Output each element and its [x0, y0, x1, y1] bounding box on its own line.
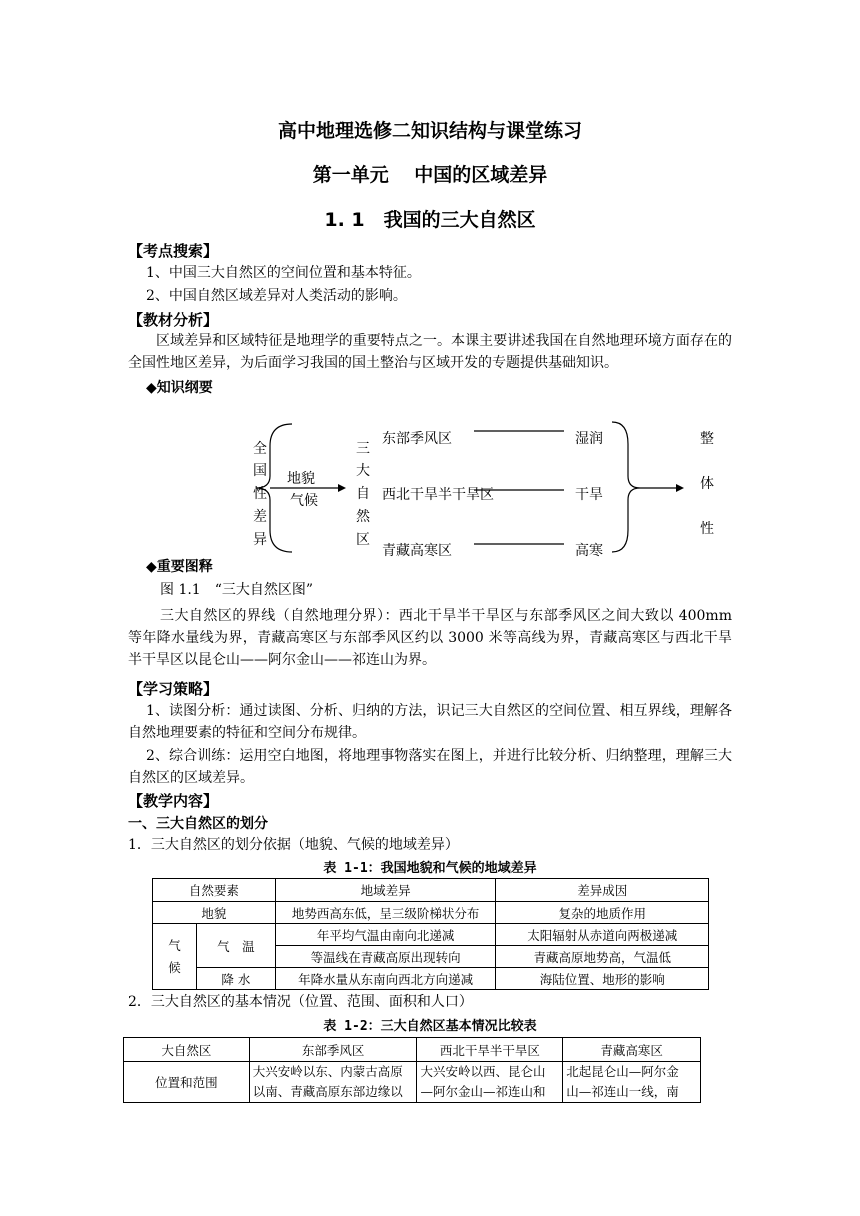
- table-header-cell: 青藏高寒区: [563, 1038, 701, 1062]
- jiaocai-paragraph: 区域差异和区域特征是地理学的重要特点之一。本课主要讲述我国在自然地理环境方面存在的全国性地区差异，为后面学习我国的国土整治与区域开发的专题提供基础知识。: [128, 333, 732, 371]
- outline-heading: ◆知识纲要: [146, 380, 213, 396]
- kaodian-heading: 【考点搜索】: [128, 242, 219, 260]
- figure-heading: ◆重要图释: [146, 559, 213, 575]
- table-cell: 太阳辐射从赤道向两极递减: [496, 924, 709, 946]
- table-cell: 年降水量从东南向西北方向递减: [275, 968, 496, 990]
- temp-label-cell: 气 温: [196, 924, 275, 968]
- arrowhead-icon: [676, 484, 684, 492]
- table-row: [124, 1038, 701, 1062]
- table-cell: 年平均气温由南向北递减: [275, 924, 496, 946]
- table-header-cell: 自然要素: [153, 879, 276, 902]
- celue-heading: 【学习策略】: [128, 680, 219, 698]
- unit-title: 第一单元 中国的区域差异: [312, 164, 548, 186]
- lesson-title: 1. 1 我国的三大自然区: [324, 209, 536, 231]
- table-region-comparison: [123, 1037, 701, 1103]
- table-climate-section: [152, 923, 709, 990]
- outline-left-char-4: 差: [253, 509, 267, 525]
- outline-left-char-2: 国: [253, 463, 267, 479]
- table-header-cell: 差异成因: [496, 879, 709, 902]
- content-heading: 【教学内容】: [128, 792, 219, 810]
- precip-label-cell: 降 水: [196, 968, 275, 990]
- table-cell: 大兴安岭以西、昆仑山 —阿尔金山—祁连山和: [417, 1062, 563, 1103]
- figure-caption: 图 1.1 “三大自然区图”: [160, 582, 314, 598]
- table-cell: 大兴安岭以东、内蒙古高原 以南、青藏高原东部边缘以: [249, 1062, 417, 1103]
- outline-left-char-1: 全: [253, 441, 267, 457]
- outline-mid-char-5: 区: [356, 532, 370, 548]
- figure-paragraph: 三大自然区的界线（自然地理分界）：西北干旱半干旱区与东部季风区之间大致以 400mm 等年降水量线为界，青藏高寒区与东部季风区约以 3000 米等高线为界，青藏高寒区与西北干旱半干旱区以昆仑山——阿尔金山——祁连山为界。: [128, 608, 732, 668]
- table-row: [153, 902, 709, 924]
- table-header-cell: 地域差异: [275, 879, 496, 902]
- trait-arid: 干旱: [575, 487, 603, 503]
- celue-paragraph-1: 1、读图分析：通过读图、分析、归纳的方法，识记三大自然区的空间位置、相互界线，理解各自然地理要素的特征和空间分布规律。: [128, 703, 732, 741]
- trait-cold: 高寒: [575, 543, 603, 559]
- arrowhead-icon: [338, 484, 346, 492]
- table-row: [153, 879, 709, 902]
- outline-mid-char-1: 三: [356, 441, 370, 457]
- outline-right-char-1: 整: [700, 431, 714, 447]
- jiaocai-heading: 【教材分析】: [128, 311, 219, 329]
- kaodian-item-1: 1、中国三大自然区的空间位置和基本特征。: [146, 265, 421, 281]
- table-1-caption: 表 1-1：我国地貌和气候的地域差异: [323, 861, 537, 876]
- outline-left-char-5: 异: [253, 532, 267, 548]
- table-header-cell: 大自然区: [124, 1038, 250, 1062]
- table-row: [153, 924, 709, 946]
- table-header-cell: 东部季风区: [249, 1038, 417, 1062]
- item-1: 1．三大自然区的划分依据（地貌、气候的地域差异）: [128, 837, 459, 853]
- table-2-caption: 表 1-2：三大自然区基本情况比较表: [323, 1019, 537, 1034]
- table-cell: 地貌: [153, 902, 276, 924]
- table-cell: 位置和范围: [124, 1062, 250, 1103]
- section-1-heading: 一、三大自然区的划分: [128, 816, 268, 832]
- table-header-cell: 西北干旱半干旱区: [417, 1038, 563, 1062]
- celue-paragraph-2: 2、综合训练：运用空白地图，将地理事物落实在图上，并进行比较分析、归纳整理，理解三大自然区的区域差异。: [128, 748, 732, 786]
- kaodian-item-2: 2、中国自然区域差异对人类活动的影响。: [146, 288, 407, 304]
- table-cell: 青藏高原地势高，气温低: [496, 946, 709, 968]
- outline-right-char-2: 体: [700, 476, 714, 492]
- item-2: 2．三大自然区的基本情况（位置、范围、面积和人口）: [128, 994, 473, 1010]
- table-cell: 等温线在青藏高原出现转向: [275, 946, 496, 968]
- table-row: [153, 968, 709, 990]
- document-title: 高中地理选修二知识结构与课堂练习: [277, 120, 582, 142]
- outline-mid-char-3: 自: [356, 486, 370, 502]
- outline-mid-char-2: 大: [356, 463, 370, 479]
- outline-right-char-3: 性: [700, 521, 714, 537]
- climate-char-1: 气: [168, 937, 181, 953]
- right-brace: [612, 422, 640, 552]
- region-qinghai-tibet: 青藏高寒区: [382, 543, 452, 559]
- outline-left-char-3: 性: [253, 486, 267, 502]
- table-cell: 海陆位置、地形的影响: [496, 968, 709, 990]
- climate-label-cell: [153, 924, 197, 990]
- table-cell: 复杂的地质作用: [496, 902, 709, 924]
- climate-char-2: 候: [168, 959, 181, 975]
- table-cell: 地势西高东低，呈三级阶梯状分布: [275, 902, 496, 924]
- region-northwest-arid: 西北干旱半干旱区: [382, 487, 494, 503]
- region-east-monsoon: 东部季风区: [382, 431, 452, 447]
- trait-humid: 湿润: [575, 431, 603, 447]
- table-cell: 北起昆仑山—阿尔金 山—祁连山一线，南: [563, 1062, 701, 1103]
- table-row: [124, 1062, 701, 1103]
- outline-mid-char-4: 然: [356, 509, 370, 525]
- table-landform-climate: [152, 878, 709, 924]
- factor-climate: 气候: [290, 493, 318, 509]
- factor-landform: 地貌: [287, 471, 315, 487]
